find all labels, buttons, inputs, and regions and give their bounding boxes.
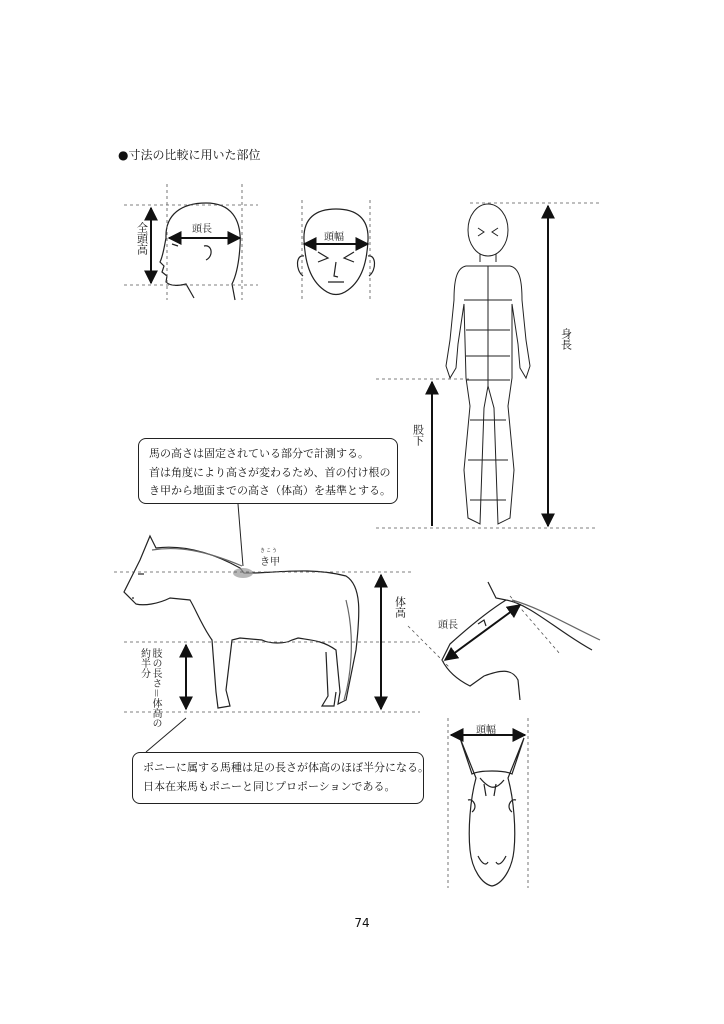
head-side-drawing [160, 203, 240, 300]
note-pony-line-1: ポニーに属する馬種は足の長さが体高のほぼ半分になる。 [143, 761, 429, 774]
note-horse-height [138, 438, 398, 504]
head-front-drawing [297, 209, 374, 295]
note-horse-height-line-3: き甲から地面までの高さ（体高）を基準とする。 [149, 484, 391, 498]
label-horse-head-length: 頭長 [438, 620, 458, 631]
label-head-width: 頭幅 [324, 232, 344, 243]
section-heading: ●寸法の比較に用いた部位 [118, 148, 261, 162]
page-number: 74 [354, 916, 370, 930]
horse-head-side-drawing [442, 582, 600, 700]
label-horse-height: 体高 [393, 596, 407, 618]
label-inseam: 股下 [411, 424, 425, 446]
withers-marker [233, 568, 253, 578]
label-stature: 身長 [559, 328, 573, 350]
label-withers-ruby: きこう [260, 548, 279, 554]
label-full-head-height: 全頭高 [135, 222, 149, 255]
horse-head-length-arrow [445, 605, 520, 660]
note-pony-proportion [132, 752, 429, 804]
note-pony-line-2: 日本在来馬もポニーと同じプロポーションである。 [143, 779, 396, 793]
label-horse-head-width: 頭幅 [476, 725, 496, 736]
withers-pointer [238, 504, 243, 566]
label-leg-length: 肢の長さ＝体高の約半分 [138, 648, 161, 728]
label-head-length: 頭長 [192, 224, 212, 235]
note-horse-height-line-2: 首は角度により高さが変わるため、首の付け根の [149, 465, 391, 479]
note-horse-height-line-1: 馬の高さは固定されている部分で計測する。 [149, 447, 369, 460]
human-figure-drawing [446, 204, 530, 524]
head-front-guides [302, 200, 370, 300]
label-withers: き甲 [260, 557, 280, 568]
horse-head-front-drawing [460, 738, 524, 886]
